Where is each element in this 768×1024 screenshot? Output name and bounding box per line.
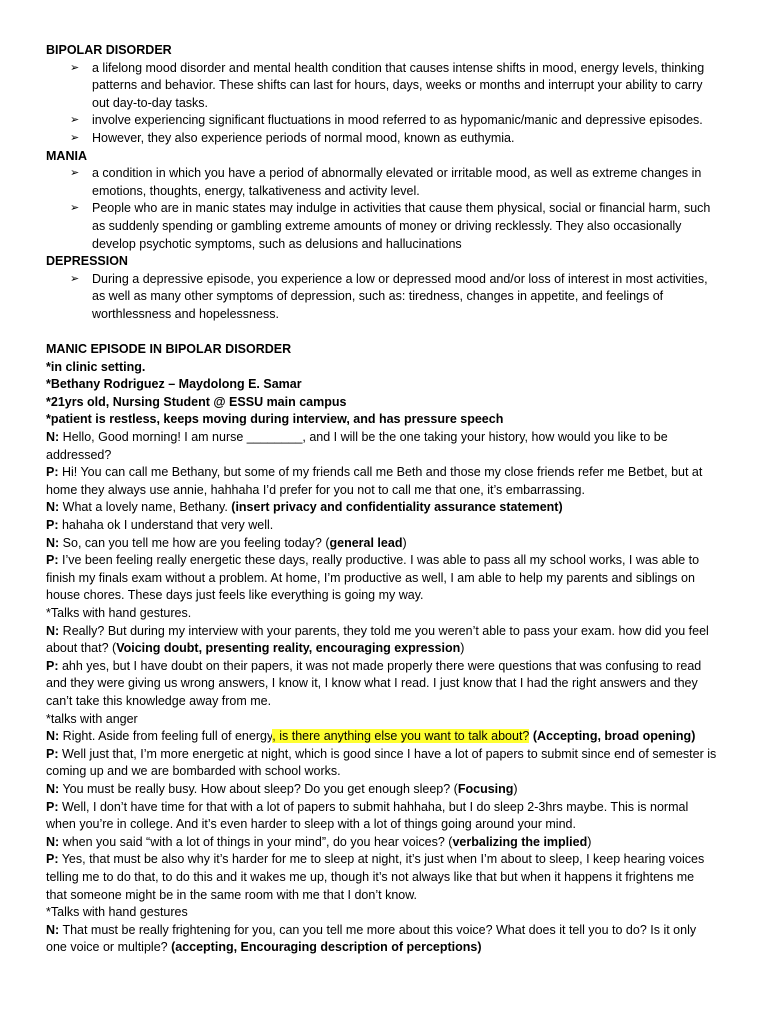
closing-paren: ): [587, 834, 592, 849]
utterance: Hi! You can call me Bethany, but some of my friends call me Beth and those my close friends refer me Betbet, but at home they always use annie, hahhaha I’d prefer for you not to call me that one, it’s embarrassing.: [46, 465, 703, 497]
definitions-section: [46, 42, 718, 324]
utterance: What a lovely name, Bethany.: [59, 500, 232, 515]
nurse-line: [46, 922, 718, 957]
bullet-item: [46, 130, 718, 148]
nurse-line: [46, 834, 718, 852]
arrow-bullet-icon: ➢: [70, 272, 80, 285]
patient-line: [46, 658, 718, 711]
utterance: Well just that, I’m more energetic at night, which is good since I have a lot of papers to submit since end of semester is coming up and we are bombarded with school works.: [46, 746, 717, 779]
arrow-bullet-icon: ➢: [70, 61, 80, 74]
closing-paren: ): [460, 641, 465, 656]
nurse-line: [46, 535, 718, 553]
patient-line: [46, 552, 718, 605]
stage-note: *Talks with hand gestures.: [46, 606, 192, 620]
utterance: when you said “with a lot of things in your mind”, do you hear voices? (: [59, 834, 453, 849]
bullet-text: a lifelong mood disorder and mental health condition that causes intense shifts in mood, energy levels, thinking patterns and behavior. These shifts can last for hours, days, weeks or months and interrupt your ability to carry out day-to-day tasks.: [92, 60, 705, 110]
utterance: hahaha ok I understand that very well.: [58, 518, 274, 533]
bullet-text: People who are in manic states may indulge in activities that cause them physical, social or financial harm, such as suddenly spending or gambling extreme amounts of money or driving recklessly. They also occasionally develop psychotic symptoms, such as delusions and hallucinations: [92, 201, 711, 251]
patient-line: [46, 746, 718, 781]
blank-line: [46, 324, 718, 342]
bullet-item: [46, 60, 718, 113]
stage-note: *Talks with hand gestures: [46, 905, 188, 920]
utterance: Well, I don’t have time for that with a lot of papers to submit hahhaha, but I do sleep 2-3hrs maybe. This is normal when you’re in college. And it’s even harder to sleep with a lot of things going around your mind.: [46, 799, 689, 832]
technique-tag: (insert privacy and confidentiality assurance statement): [231, 500, 563, 515]
utterance: I’ve been feeling really energetic these days, really productive. I was able to pass all my school works, I was able to finish my finals exam without a problem. At home, I’m productive as well, I am able to help my parents and siblings on house chores. These days just feels like everything is going my way.: [46, 553, 700, 603]
bullet-item: [46, 200, 718, 253]
speaker-label: N:: [46, 500, 60, 515]
episode-profile: *21yrs old, Nursing Student @ ESSU main campus: [46, 394, 347, 409]
episode-title: MANIC EPISODE IN BIPOLAR DISORDER: [46, 342, 292, 357]
technique-tag: verbalizing the implied: [452, 834, 588, 849]
arrow-bullet-icon: ➢: [70, 167, 80, 180]
dialogue-transcript: [46, 429, 718, 957]
document-page: [46, 42, 718, 957]
technique-tag: general lead: [329, 535, 403, 550]
nurse-line: [46, 728, 718, 746]
technique-tag: Voicing doubt, presenting reality, encouraging expression: [116, 641, 461, 656]
nurse-line: [46, 499, 718, 517]
section-heading: BIPOLAR DISORDER: [46, 43, 172, 57]
bullet-text: involve experiencing significant fluctuations in mood referred to as hypomanic/manic and depressive episodes.: [92, 113, 703, 128]
utterance: ahh yes, but I have doubt on their papers, it was not made properly there were questions that was confusing to read and they were giving us wrong answers, I know it, I know what I read. I just know that I had the right answers and they can’t take this knowledge away from me.: [46, 658, 702, 708]
episode-header: [46, 341, 718, 429]
technique-tag: (Accepting, broad opening): [529, 729, 696, 744]
episode-setting: *in clinic setting.: [46, 359, 146, 374]
technique-tag: (accepting, Encouraging description of perceptions): [171, 940, 482, 955]
speaker-label: N:: [46, 729, 60, 744]
speaker-label: P:: [46, 852, 59, 867]
bullet-list: [46, 165, 718, 253]
speaker-label: N:: [46, 535, 60, 550]
speaker-label: N:: [46, 922, 60, 937]
speaker-label: P:: [46, 746, 59, 761]
utterance: That must be really frightening for you, can you tell me more about this voice? What does it tell you to do? Is it only one voice or multiple?: [46, 922, 697, 955]
bullet-text: However, they also experience periods of normal mood, known as euthymia.: [92, 130, 515, 145]
patient-line: [46, 851, 718, 904]
stage-note: *talks with anger: [46, 711, 138, 726]
nurse-line: [46, 781, 718, 799]
nurse-line: [46, 623, 718, 658]
speaker-label: P:: [46, 553, 59, 568]
episode-names: *Bethany Rodriguez – Maydolong E. Samar: [46, 377, 302, 392]
speaker-label: P:: [46, 658, 59, 673]
nurse-line: [46, 429, 718, 464]
arrow-bullet-icon: ➢: [70, 114, 80, 127]
speaker-label: P:: [46, 465, 59, 480]
highlighted-text: , is there anything else you want to talk about?: [272, 729, 530, 744]
patient-line: [46, 517, 718, 535]
episode-presentation: *patient is restless, keeps moving during interview, and has pressure speech: [46, 412, 504, 427]
bullet-item: [46, 165, 718, 200]
utterance: You must be really busy. How about sleep? Do you get enough sleep? (: [59, 781, 458, 796]
speaker-label: P:: [46, 799, 59, 814]
bullet-text: During a depressive episode, you experience a low or depressed mood and/or loss of interest in most activities, as well as many other symptoms of depression, such as: tiredness, changes in appetite, and feelings of worthlessness and hopelessness.: [92, 271, 708, 321]
closing-paren: ): [402, 535, 407, 550]
arrow-bullet-icon: ➢: [70, 202, 80, 215]
section-heading: MANIA: [46, 148, 87, 163]
speaker-label: N:: [46, 834, 60, 849]
speaker-label: P:: [46, 518, 59, 533]
patient-line: [46, 799, 718, 834]
technique-tag: Focusing: [457, 781, 514, 796]
bullet-item: [46, 271, 718, 324]
section-heading: DEPRESSION: [46, 254, 128, 269]
speaker-label: N:: [46, 781, 60, 796]
bullet-item: [46, 112, 718, 130]
bullet-text: a condition in which you have a period of abnormally elevated or irritable mood, as well as extreme changes in emotions, thoughts, energy, talkativeness and activity level.: [92, 166, 702, 198]
utterance: So, can you tell me how are you feeling today? (: [59, 535, 330, 550]
speaker-label: N:: [46, 623, 60, 638]
utterance: Right. Aside from feeling full of energy: [59, 729, 273, 744]
utterance: Hello, Good morning! I am nurse ________, and I will be the one taking your history, how would you like to be addressed?: [46, 430, 668, 462]
utterance: Really? But during my interview with your parents, they told me you weren’t able to pass your exam. how did you feel about that? (: [46, 623, 709, 656]
closing-paren: ): [513, 781, 518, 796]
arrow-bullet-icon: ➢: [70, 131, 80, 144]
speaker-label: N:: [46, 430, 60, 445]
patient-line: [46, 464, 718, 499]
utterance: Yes, that must be also why it’s harder for me to sleep at night, it’s just when I’m about to sleep, I keep hearing voices telling me to do that, to do this and it wakes me up, though it’s not always like that but when it happens it frightens me that someone might be in the same room with me that I don’t know.: [46, 852, 705, 902]
bullet-list: [46, 60, 718, 148]
bullet-list: [46, 271, 718, 324]
